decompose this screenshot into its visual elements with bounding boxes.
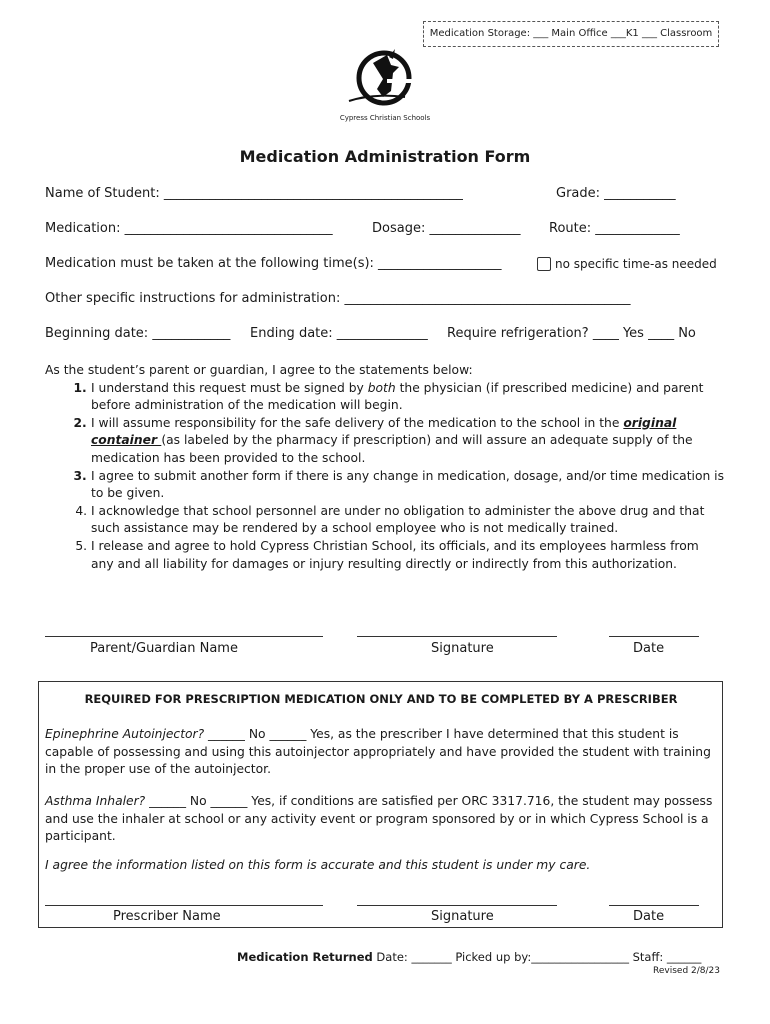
prescriber-heading: REQUIRED FOR PRESCRIPTION MEDICATION ONLY AND TO BE COMPLETED BY A PRESCRIBER [84,692,678,706]
prescriber-date-line[interactable] [609,905,699,906]
medication-returned-line[interactable]: Medication Returned Date: _______ Picked up by:_________________ Staff: ______ [237,950,702,964]
agreement-item-5: 5. I release and agree to hold Cypress Christian School, its officials, and its employees harmless from any and all liability for damages or injury resulting directly or indirectly from this authorization. [91,538,725,573]
parent-date-line[interactable] [609,636,699,637]
student-name-field[interactable]: Name of Student: ______________________________________________ [45,186,463,201]
medication-field[interactable]: Medication: ________________________________ [45,221,333,236]
no-specific-time-label: no specific time-as needed [555,257,717,271]
instructions-field[interactable]: Other specific instructions for administration: ____________________________________________ [45,291,631,306]
agreement-item-1: 1. I understand this request must be signed by both the physician (if prescribed medicine) and parent before administration of the medication will begin. [91,380,725,415]
agreement-item-2: 2. I will assume responsibility for the safe delivery of the medication to the school in the original container (as labeled by the pharmacy if prescription) and will assure an adequate supply of the medication has been provided to the school. [91,415,725,468]
dosage-field[interactable]: Dosage: ______________ [372,221,521,236]
parent-name-label: Parent/Guardian Name [90,641,238,656]
parent-name-line[interactable] [45,636,323,637]
revised-date: Revised 2/8/23 [653,966,720,976]
refrigeration-field[interactable]: Require refrigeration? ____ Yes ____ No [447,326,696,341]
parent-date-label: Date [633,641,665,656]
school-name: Cypress Christian Schools [339,114,431,122]
prescriber-agreement: I agree the information listed on this form is accurate and this student is under my care. [45,858,591,872]
beginning-date-field[interactable]: Beginning date: ____________ [45,326,231,341]
agreement-section [45,362,725,573]
prescriber-date-label: Date [633,909,665,924]
prescriber-signature-label: Signature [431,909,494,924]
agreement-item-3: 3. I agree to submit another form if there is any change in medication, dosage, and/or time medication is to be given. [91,468,725,503]
asthma-section: Asthma Inhaler? ______ No ______ Yes, if conditions are satisfied per ORC 3317.716, the student may possess and use the inhaler at school or any activity event or program sponsored by or in which Cypress School is a participant. [45,794,713,844]
no-specific-time-checkbox[interactable] [537,257,551,271]
parent-signature-label: Signature [431,641,494,656]
ending-date-field[interactable]: Ending date: ______________ [250,326,428,341]
prescriber-signature-line[interactable] [357,905,557,906]
agreement-intro: As the student’s parent or guardian, I agree to the statements below: [45,363,473,377]
school-logo [343,45,425,113]
time-field[interactable]: Medication must be taken at the following time(s): ___________________ [45,256,502,271]
parent-signature-line[interactable] [357,636,557,637]
prescriber-name-line[interactable] [45,905,323,906]
agreement-item-4: 4. I acknowledge that school personnel are under no obligation to administer the above drug and that such assistance may be rendered by a school employee who is not medically trained. [91,503,725,538]
route-field[interactable]: Route: _____________ [549,221,680,236]
epinephrine-section: Epinephrine Autoinjector? ______ No ______ Yes, as the prescriber I have determined that this student is capable of possessing and using this autoinjector appropriately and have provided the student with training in the proper use of the autoinjector. [45,727,711,777]
form-title: Medication Administration Form [239,147,531,166]
prescriber-name-label: Prescriber Name [113,909,221,924]
medication-storage-box: Medication Storage: ___ Main Office ___K1 ___ Classroom [423,21,719,47]
grade-field[interactable]: Grade: ___________ [556,186,676,201]
